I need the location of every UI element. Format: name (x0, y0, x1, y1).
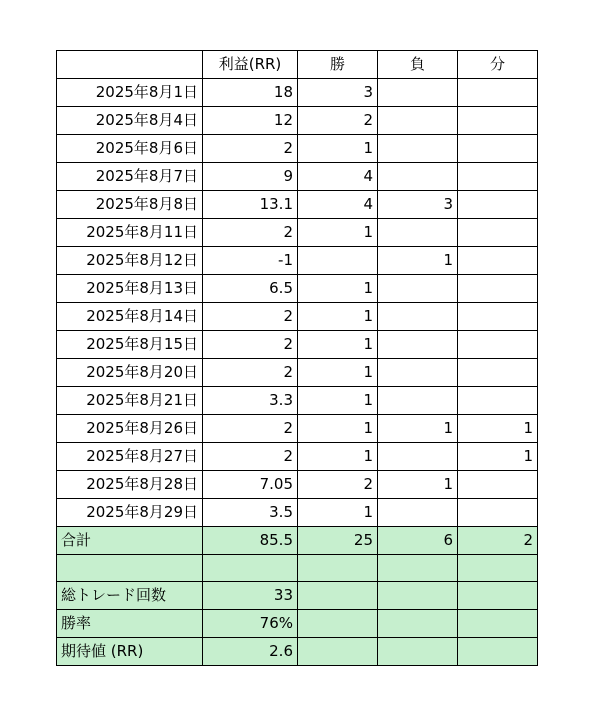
empty-cell[interactable] (458, 555, 538, 582)
win-cell[interactable]: 1 (298, 219, 378, 247)
empty-cell[interactable] (378, 610, 458, 638)
loss-cell[interactable] (378, 107, 458, 135)
header-cell-draw[interactable]: 分 (458, 51, 538, 79)
table-row (57, 247, 538, 275)
stat-label-cell[interactable]: 勝率 (57, 610, 203, 638)
draw-cell[interactable] (458, 275, 538, 303)
profit-cell[interactable]: 2 (203, 415, 298, 443)
win-cell[interactable]: 1 (298, 135, 378, 163)
empty-cell[interactable] (378, 582, 458, 610)
loss-cell[interactable] (378, 331, 458, 359)
win-cell[interactable]: 4 (298, 191, 378, 219)
table-row (57, 471, 538, 499)
header-cell-loss[interactable]: 負 (378, 51, 458, 79)
win-cell[interactable]: 1 (298, 415, 378, 443)
draw-cell[interactable] (458, 303, 538, 331)
stat-label-cell[interactable]: 期待値 (RR) (57, 638, 203, 666)
profit-cell[interactable]: 3.5 (203, 499, 298, 527)
stat-label-cell[interactable] (57, 555, 203, 582)
profit-cell[interactable]: 2 (203, 359, 298, 387)
table-row (57, 79, 538, 107)
date-cell[interactable]: 2025年8月6日 (57, 135, 203, 163)
empty-cell[interactable] (298, 555, 378, 582)
date-cell[interactable]: 2025年8月4日 (57, 107, 203, 135)
loss-cell[interactable]: 1 (378, 415, 458, 443)
profit-cell[interactable]: 13.1 (203, 191, 298, 219)
table-row (57, 359, 538, 387)
profit-cell[interactable]: 3.3 (203, 387, 298, 415)
profit-cell[interactable]: 18 (203, 79, 298, 107)
loss-cell[interactable] (378, 79, 458, 107)
profit-cell[interactable]: 2 (203, 331, 298, 359)
loss-cell[interactable] (378, 303, 458, 331)
draw-cell[interactable] (458, 191, 538, 219)
date-cell[interactable]: 2025年8月29日 (57, 499, 203, 527)
loss-cell[interactable]: 1 (378, 471, 458, 499)
loss-cell[interactable] (378, 443, 458, 471)
date-cell[interactable]: 2025年8月20日 (57, 359, 203, 387)
empty-cell[interactable] (458, 610, 538, 638)
stat-row (57, 582, 538, 610)
date-cell[interactable]: 2025年8月26日 (57, 415, 203, 443)
win-cell[interactable]: 2 (298, 471, 378, 499)
empty-cell[interactable] (298, 610, 378, 638)
date-cell[interactable]: 2025年8月14日 (57, 303, 203, 331)
win-cell[interactable]: 1 (298, 443, 378, 471)
win-cell[interactable]: 2 (298, 107, 378, 135)
table-row (57, 443, 538, 471)
win-cell[interactable]: 1 (298, 359, 378, 387)
profit-cell[interactable]: 7.05 (203, 471, 298, 499)
loss-cell[interactable] (378, 275, 458, 303)
profit-cell[interactable]: 6.5 (203, 275, 298, 303)
draw-cell[interactable] (458, 471, 538, 499)
date-cell[interactable]: 2025年8月28日 (57, 471, 203, 499)
total-draw-cell[interactable]: 2 (458, 527, 538, 555)
table-row (57, 191, 538, 219)
empty-cell[interactable] (298, 638, 378, 666)
win-cell[interactable]: 1 (298, 387, 378, 415)
draw-cell[interactable] (458, 247, 538, 275)
loss-cell[interactable]: 1 (378, 247, 458, 275)
header-cell-date[interactable] (57, 51, 203, 79)
win-cell[interactable]: 1 (298, 331, 378, 359)
draw-cell[interactable] (458, 79, 538, 107)
win-cell[interactable]: 4 (298, 163, 378, 191)
stat-value-cell[interactable]: 33 (203, 582, 298, 610)
table-row (57, 415, 538, 443)
draw-cell[interactable] (458, 163, 538, 191)
draw-cell[interactable]: 1 (458, 443, 538, 471)
draw-cell[interactable] (458, 359, 538, 387)
empty-cell[interactable] (458, 582, 538, 610)
loss-cell[interactable] (378, 359, 458, 387)
profit-cell[interactable]: 2 (203, 443, 298, 471)
empty-cell[interactable] (378, 638, 458, 666)
draw-cell[interactable] (458, 219, 538, 247)
profit-cell[interactable]: 9 (203, 163, 298, 191)
draw-cell[interactable] (458, 331, 538, 359)
total-win-cell[interactable]: 25 (298, 527, 378, 555)
draw-cell[interactable]: 1 (458, 415, 538, 443)
loss-cell[interactable] (378, 135, 458, 163)
loss-cell[interactable] (378, 163, 458, 191)
table-row (57, 387, 538, 415)
draw-cell[interactable] (458, 135, 538, 163)
date-cell[interactable]: 2025年8月15日 (57, 331, 203, 359)
header-cell-win[interactable]: 勝 (298, 51, 378, 79)
table-row (57, 163, 538, 191)
table-row (57, 275, 538, 303)
table-row (57, 135, 538, 163)
draw-cell[interactable] (458, 387, 538, 415)
stat-label-cell[interactable]: 総トレード回数 (57, 582, 203, 610)
profit-cell[interactable]: -1 (203, 247, 298, 275)
empty-cell[interactable] (378, 555, 458, 582)
win-cell[interactable]: 3 (298, 79, 378, 107)
win-cell[interactable]: 1 (298, 275, 378, 303)
table-row (57, 499, 538, 527)
win-cell[interactable]: 1 (298, 499, 378, 527)
stat-row (57, 610, 538, 638)
profit-cell[interactable]: 2 (203, 135, 298, 163)
date-cell[interactable]: 2025年8月7日 (57, 163, 203, 191)
table-row (57, 219, 538, 247)
stat-value-cell[interactable]: 2.6 (203, 638, 298, 666)
table-row (57, 303, 538, 331)
date-cell[interactable]: 2025年8月1日 (57, 79, 203, 107)
win-cell[interactable] (298, 247, 378, 275)
win-cell[interactable]: 1 (298, 303, 378, 331)
empty-cell[interactable] (298, 582, 378, 610)
stat-row (57, 555, 538, 582)
total-label-cell[interactable]: 合計 (57, 527, 203, 555)
header-row (57, 51, 538, 79)
loss-cell[interactable] (378, 219, 458, 247)
empty-cell[interactable] (458, 638, 538, 666)
profit-cell[interactable]: 2 (203, 219, 298, 247)
stat-row (57, 638, 538, 666)
stat-value-cell[interactable] (203, 555, 298, 582)
draw-cell[interactable] (458, 107, 538, 135)
date-cell[interactable]: 2025年8月11日 (57, 219, 203, 247)
date-cell[interactable]: 2025年8月8日 (57, 191, 203, 219)
stat-value-cell[interactable]: 76% (203, 610, 298, 638)
draw-cell[interactable] (458, 499, 538, 527)
table-body (57, 51, 538, 666)
results-table (56, 50, 538, 666)
date-cell[interactable]: 2025年8月13日 (57, 275, 203, 303)
date-cell[interactable]: 2025年8月27日 (57, 443, 203, 471)
header-cell-profit[interactable]: 利益(RR) (203, 51, 298, 79)
profit-cell[interactable]: 2 (203, 303, 298, 331)
loss-cell[interactable] (378, 499, 458, 527)
total-loss-cell[interactable]: 6 (378, 527, 458, 555)
total-profit-cell[interactable]: 85.5 (203, 527, 298, 555)
date-cell[interactable]: 2025年8月12日 (57, 247, 203, 275)
total-row (57, 527, 538, 555)
profit-cell[interactable]: 12 (203, 107, 298, 135)
table-row (57, 331, 538, 359)
table-row (57, 107, 538, 135)
loss-cell[interactable]: 3 (378, 191, 458, 219)
loss-cell[interactable] (378, 387, 458, 415)
date-cell[interactable]: 2025年8月21日 (57, 387, 203, 415)
